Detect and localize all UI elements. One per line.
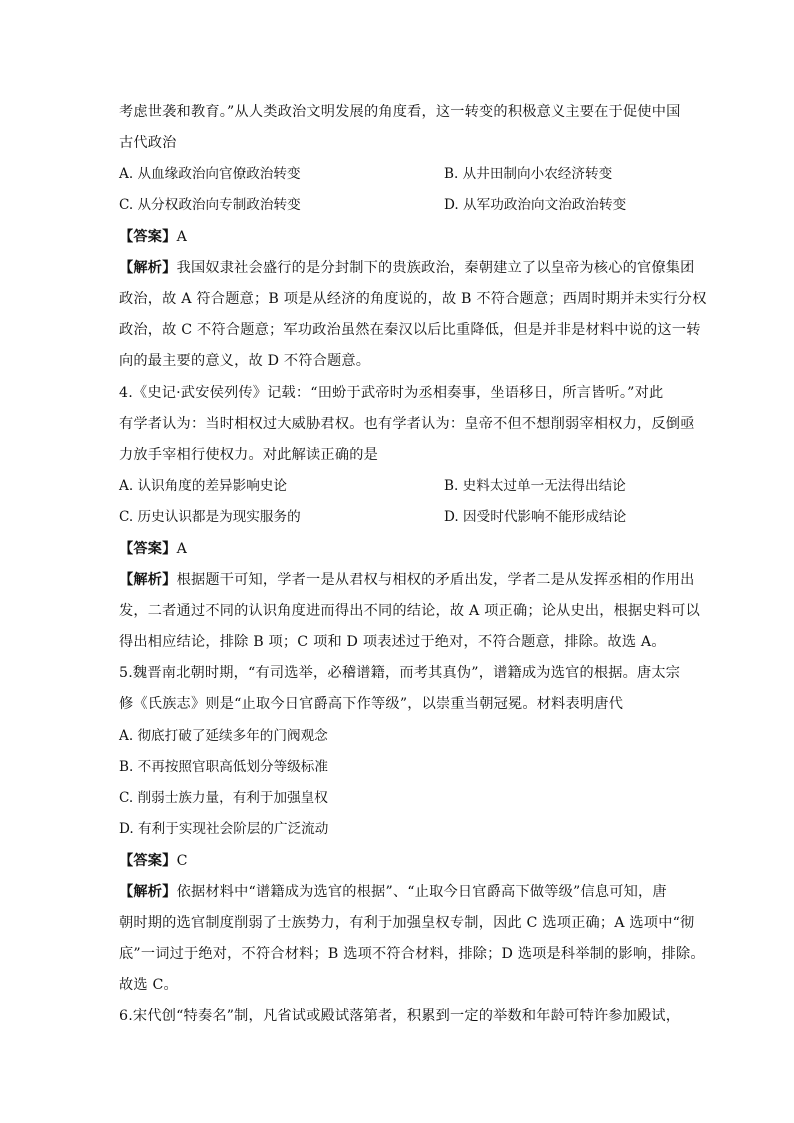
q4-option-b: B. 史料太过单一无法得出结论 — [444, 478, 626, 494]
q4-stem-line-2: 有学者认为：当时相权过大威胁君权。也有学者认为：皇帝不但不想削弱宰相权力，反倒亟 — [119, 416, 695, 432]
q3-stem-line-2: 古代政治 — [119, 135, 177, 151]
q3-analysis-line-4: 向的最主要的意义，故 D 不符合题意。 — [119, 353, 371, 369]
q4-answer — [119, 540, 187, 558]
answer-label: 【答案】 — [119, 541, 177, 557]
q5-analysis-line-2: 朝时期的选官制度削弱了士族势力，有利于加强皇权专制，因此 C 选项正确；A 选项中“彻 — [119, 915, 695, 931]
q6-stem-line-1: 6.宋代创“特奏名”制，凡省试或殿试落第者，积累到一定的举数和年龄可特许参加殿试， — [119, 1008, 681, 1024]
q4-option-a: A. 认识角度的差异影响史论 — [119, 478, 287, 494]
analysis-text: 依据材料中“谱籍成为选官的根据”、“止取今日官爵高下做等级”信息可知，唐 — [176, 884, 667, 900]
analysis-label: 【解析】 — [119, 572, 177, 588]
q5-option-a: A. 彻底打破了延续多年的门阀观念 — [119, 728, 328, 744]
q3-analysis-line-2: 政治，故 A 符合题意；B 项是从经济的角度说的，故 B 不符合题意；西周时期并未实行分权 — [119, 291, 707, 307]
answer-value: C — [176, 853, 188, 869]
q5-analysis-line-3: 底”一词过于绝对，不符合材料；B 选项不符合材料，排除；D 选项是科举制的影响，排除。 — [119, 946, 705, 962]
analysis-label: 【解析】 — [119, 884, 177, 900]
q5-option-c: C. 削弱士族力量，有利于加强皇权 — [119, 790, 328, 806]
q5-answer — [119, 852, 188, 870]
q5-option-b: B. 不再按照官职高低划分等级标准 — [119, 759, 328, 775]
analysis-text: 根据题干可知，学者一是从君权与相权的矛盾出发，学者二是从发挥丞相的作用出 — [176, 572, 695, 588]
q5-stem-line-2: 修《氏族志》则是“止取今日官爵高下作等级”，以崇重当朝冠冕。材料表明唐代 — [119, 696, 624, 712]
q3-analysis-line-1 — [119, 259, 695, 277]
q4-analysis-line-1 — [119, 571, 695, 589]
q3-stem-line-1: 考虑世袭和教育。”从人类政治文明发展的角度看，这一转变的积极意义主要在于促使中国 — [119, 104, 681, 120]
answer-value: A — [176, 229, 188, 245]
q3-answer — [119, 228, 187, 246]
q4-option-c: C. 历史认识都是为现实服务的 — [119, 509, 301, 525]
q4-stem-line-3: 力放手宰相行使权力。对此解读正确的是 — [119, 447, 378, 463]
q3-option-a: A. 从血缘政治向官僚政治转变 — [119, 166, 301, 182]
q5-analysis-line-4: 故选 C。 — [119, 977, 178, 993]
q3-option-c: C. 从分权政治向专制政治转变 — [119, 197, 301, 213]
analysis-label: 【解析】 — [119, 260, 177, 276]
q4-option-d: D. 因受时代影响不能形成结论 — [444, 509, 627, 525]
q4-analysis-line-3: 得出相应结论，排除 B 项；C 项和 D 项表述过于绝对，不符合题意，排除。故选 A。 — [119, 634, 666, 650]
q5-analysis-line-1 — [119, 883, 667, 901]
answer-label: 【答案】 — [119, 853, 177, 869]
q4-stem-line-1: 4.《史记·武安侯列传》记载：“田蚡于武帝时为丞相奏事，坐语移日，所言皆听。”对此 — [119, 385, 664, 401]
q5-stem-line-1: 5.魏晋南北朝时期，“有司选举，必稽谱籍，而考其真伪”，谱籍成为选官的根据。唐太宗 — [119, 665, 681, 681]
q3-analysis-line-3: 政治，故 C 不符合题意；军功政治虽然在秦汉以后比重降低，但是并非是材料中说的这一转 — [119, 322, 701, 338]
q3-option-d: D. 从军功政治向文治政治转变 — [444, 197, 627, 213]
q4-analysis-line-2: 发，二者通过不同的认识角度进而得出不同的结论，故 A 项正确；论从史出，根据史料可以 — [119, 603, 700, 619]
analysis-text: 我国奴隶社会盛行的是分封制下的贵族政治，秦朝建立了以皇帝为核心的官僚集团 — [176, 260, 695, 276]
answer-value: A — [176, 541, 188, 557]
q5-option-d: D. 有利于实现社会阶层的广泛流动 — [119, 821, 329, 837]
q3-option-b: B. 从井田制向小农经济转变 — [444, 166, 613, 182]
answer-label: 【答案】 — [119, 229, 177, 245]
